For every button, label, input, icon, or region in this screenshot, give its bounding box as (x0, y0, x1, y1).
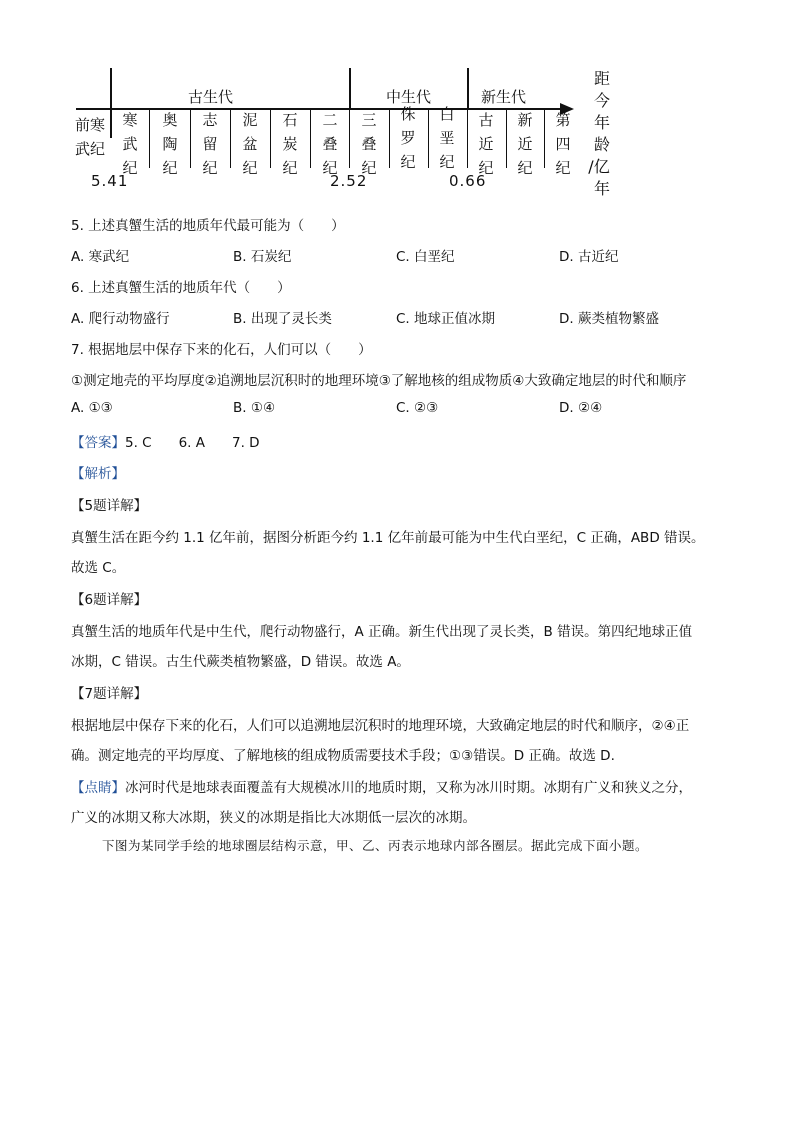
period-tick (310, 108, 311, 168)
period-paleogene: 古 近 纪 (478, 111, 494, 177)
age-066: 0.66 (449, 172, 487, 190)
q6-stem: 6. 上述真蟹生活的地质年代（ ） (71, 280, 291, 296)
era-divider (110, 68, 112, 138)
q5-option-a: A. 寒武纪 (71, 249, 130, 265)
q6-option-c: C. 地球正值冰期 (396, 311, 496, 327)
period-silurian: 志 留 纪 (202, 111, 218, 177)
era-divider (349, 68, 351, 110)
detail5-title: 【5题详解】 (71, 498, 148, 514)
era-divider (467, 68, 469, 110)
tip-line-2: 广义的冰期又称大冰期，狭义的冰期是指比大冰期低一层次的冰期。 (71, 810, 476, 826)
detail5-line-2: 故选 C。 (71, 560, 126, 576)
detail6-line-2: 冰期，C 错误。古生代蕨类植物繁盛，D 错误。故选 A。 (71, 654, 410, 670)
period-devonian: 泥 盆 纪 (242, 111, 258, 177)
age-252: 2.52 (330, 172, 368, 190)
detail7-title: 【7题详解】 (71, 686, 148, 702)
detail7-line-1: 根据地层中保存下来的化石，人们可以追溯地层沉积时的地理环境，大致确定地层的时代和顺序，②④正 (71, 718, 690, 734)
period-triassic: 三 叠 纪 (361, 111, 377, 177)
next-section-note: 下图为某同学手绘的地球圈层结构示意，甲、乙、丙表示地球内部各圈层。据此完成下面小题。 (102, 838, 649, 853)
period-tick (544, 108, 545, 168)
q5-option-b: B. 石炭纪 (233, 249, 292, 265)
axis-label: 距 今 年 龄 /亿 年 (588, 69, 610, 198)
q6-option-a: A. 爬行动物盛行 (71, 311, 170, 327)
period-tick (230, 108, 231, 168)
precambrian-label-1: 前寒 (75, 116, 106, 134)
q5-stem: 5. 上述真蟹生活的地质年代最可能为（ ） (71, 218, 345, 234)
q7-option-c: C. ②③ (396, 400, 439, 416)
tip-text-1: 冰河时代是地球表面覆盖有大规模冰川的地质时期，又称为冰川时期。冰期有广义和狭义之分， (125, 780, 692, 796)
q7-option-a: A. ①③ (71, 400, 113, 416)
q7-stem: 7. 根据地层中保存下来的化石，人们可以（ ） (71, 342, 372, 358)
period-jurassic: 侏 罗 纪 (400, 105, 416, 171)
period-cambrian: 寒 武 纪 (122, 111, 138, 177)
q7-statements: ①测定地壳的平均厚度②追溯地层沉积时的地理环境③了解地核的组成物质④大致确定地层的时代和顺序 (71, 373, 687, 389)
era-mesozoic: 中生代 (386, 88, 432, 106)
age-541: 5.41 (91, 172, 129, 190)
period-tick (270, 108, 271, 168)
q7-option-b: B. ①④ (233, 400, 276, 416)
q5-option-c: C. 白垩纪 (396, 249, 455, 265)
detail7-line-2: 确。测定地壳的平均厚度、了解地核的组成物质需要技术手段；①③错误。D 正确。故选 D. (71, 748, 615, 764)
period-tick (349, 108, 350, 168)
period-tick (149, 108, 150, 168)
analysis-label: 【解析】 (71, 466, 125, 482)
tip-line-1 (71, 776, 692, 796)
detail6-line-1: 真蟹生活的地质年代是中生代，爬行动物盛行，A 正确。新生代出现了灵长类，B 错误。第四纪地球正值 (71, 624, 693, 640)
period-tick (467, 108, 468, 168)
q6-option-d: D. 蕨类植物繁盛 (559, 311, 659, 327)
answer-label: 【答案】 (71, 435, 125, 451)
q6-option-b: B. 出现了灵长类 (233, 311, 332, 327)
period-tick (190, 108, 191, 168)
period-tick (506, 108, 507, 168)
answer-text: 5. C 6. A 7. D (125, 435, 260, 451)
precambrian-label-2: 武纪 (75, 140, 106, 158)
detail6-title: 【6题详解】 (71, 592, 148, 608)
period-tick (428, 108, 429, 168)
tip-label: 【点睛】 (71, 780, 125, 796)
period-ordovician: 奥 陶 纪 (162, 111, 178, 177)
q7-option-d: D. ②④ (559, 400, 603, 416)
q5-option-d: D. 古近纪 (559, 249, 619, 265)
period-quaternary: 第 四 纪 (555, 111, 571, 177)
period-carboniferous: 石 炭 纪 (282, 111, 298, 177)
period-tick (389, 108, 390, 168)
period-cretaceous: 白 垩 纪 (439, 105, 455, 171)
era-paleozoic: 古生代 (188, 88, 234, 106)
answer-line (71, 431, 260, 451)
period-neogene: 新 近 纪 (517, 111, 533, 177)
geologic-timeline (0, 0, 794, 210)
detail5-line-1: 真蟹生活在距今约 1.1 亿年前，据图分析距今约 1.1 亿年前最可能为中生代白垩纪，C 正确，ABD 错误。 (71, 530, 705, 546)
era-cenozoic: 新生代 (481, 88, 527, 106)
period-permian: 二 叠 纪 (322, 111, 338, 177)
